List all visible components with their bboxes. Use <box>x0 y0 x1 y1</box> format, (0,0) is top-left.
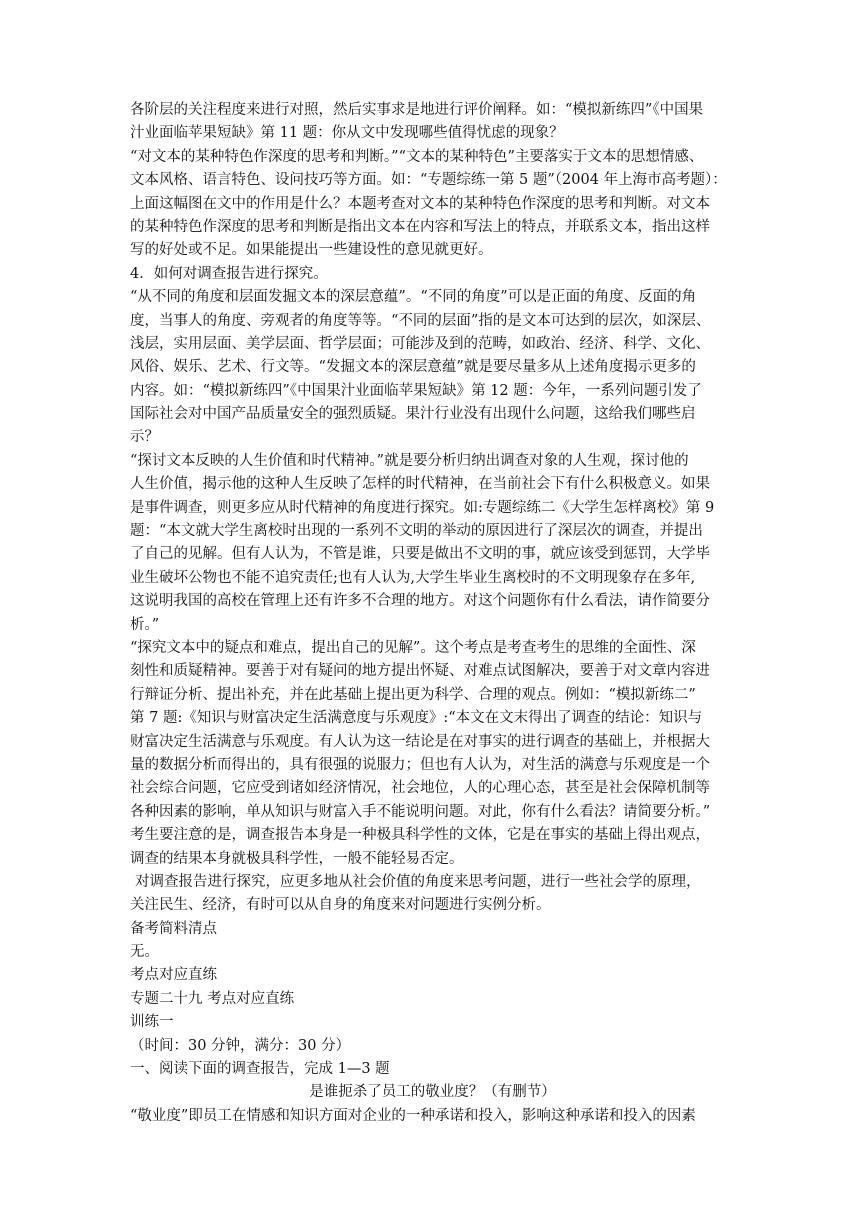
text-line: 各种因素的影响，单从知识与财富入手不能说明问题。对此，你有什么看法？请简要分析。” <box>130 803 711 820</box>
text-line: “探讨文本反映的人生价值和时代精神。”就是要分析归纳出调查对象的人生观，探讨他的 <box>130 452 689 469</box>
text-line: 了自己的见解。但有人认为，不管是谁，只要是做出不文明的事，就应该受到惩罚，大学毕 <box>130 546 710 563</box>
text-line: 社会综合问题，它应受到诸如经济情况，社会地位，人的心理心态，甚至是社会保障机制等 <box>130 780 710 797</box>
text-line: （时间：30 分钟，满分：30 分） <box>130 1037 351 1054</box>
text-line: 考点对应直练 <box>130 967 217 984</box>
text-line: 备考简料清点 <box>130 920 217 937</box>
text-line: 汁业面临苹果短缺》第 11 题：你从文中发现哪些值得忧虑的现象？ <box>130 125 564 142</box>
text-line: 各阶层的关注程度来进行对照，然后实事求是地进行评价阐释。如：“模拟新练四”《中国果 <box>130 102 704 118</box>
text-line: “从不同的角度和层面发掘文本的深层意蕴”。“不同的角度”可以是正面的角度、反面的角 <box>130 289 697 306</box>
text-line: 是事件调查，则更多应从时代精神的角度进行探究。如:专题综练二《大学生怎样离校》第 9 <box>130 499 715 516</box>
text-line: 无。 <box>130 944 159 961</box>
text-line: 度，当事人的角度、旁观者的角度等等。“不同的层面”指的是文本可达到的层次，如深层、 <box>130 312 711 329</box>
text-line: 量的数据分析而得出的，具有很强的说服力；但也有人认为，对生活的满意与乐观度是一个 <box>130 756 710 773</box>
text-line: 是谁扼杀了员工的敬业度？（有删节） <box>309 1084 556 1101</box>
text-line: 人生价值，揭示他的这种人生反映了怎样的时代精神，在当前社会下有什么积极意义。如果 <box>130 476 710 493</box>
text-line: 考生要注意的是，调查报告本身是一种极具科学性的文体，它是在事实的基础上得出观点， <box>130 827 710 844</box>
text-line: 调查的结果本身就极具科学性，一般不能轻易否定。 <box>130 850 464 867</box>
text-line: 业生破坏公物也不能不追究责任;也有人认为,大学生毕业生离校时的不文明现象存在多年, <box>130 569 696 586</box>
text-line: 专题二十九 考点对应直练 <box>130 990 295 1007</box>
text-line: “敬业度”即员工在情感和知识方面对企业的一种承诺和投入，影响这种承诺和投入的因素 <box>130 1107 696 1124</box>
text-line: 风俗、娱乐、艺术、行文等。“发掘文本的深层意蕴”就是要尽量多从上述角度揭示更多的 <box>130 359 696 376</box>
text-line: 示？ <box>130 429 159 446</box>
document-body <box>130 99 735 1128</box>
text-line: 析。” <box>130 616 160 633</box>
text-line: “探究文本中的疑点和难点，提出自己的见解”。这个考点是考查考生的思维的全面性、深 <box>130 639 696 656</box>
text-line: 第 7 题:《知识与财富决定生活满意度与乐观度》:“本文在文末得出了调查的结论：知识与 <box>130 710 703 727</box>
text-line: 写的好处或不足。如果能提出一些建设性的意见就更好。 <box>130 242 493 259</box>
text-line: 训练一 <box>130 1014 174 1031</box>
text-line: 4．如何对调查报告进行探究。 <box>130 265 328 282</box>
text-line: 上面这幅图在文中的作用是什么？本题考查对文本的某种特色作深度的思考和判断。对文本 <box>130 195 710 212</box>
text-line: 的某种特色作深度的思考和判断是指出文本在内容和写法上的特点，并联系文本，指出这样 <box>130 218 710 235</box>
text-line: 刻性和质疑精神。要善于对有疑问的地方提出怀疑、对难点试图解决，要善于对文章内容进 <box>130 663 710 680</box>
text-line: 浅层，实用层面、美学层面、哲学层面；可能涉及到的范畴，如政治、经济、科学、文化、 <box>130 335 710 352</box>
text-line: 行辩证分析、提出补充，并在此基础上提出更为科学、合理的观点。例如：“模拟新练二” <box>130 686 696 703</box>
text-line: 财富决定生活满意与乐观度。有人认为这一结论是在对事实的进行调查的基础上，并根据大 <box>130 733 710 750</box>
text-line: 这说明我国的高校在管理上还有许多不合理的地方。对这个问题你有什么看法，请作简要分 <box>130 593 710 610</box>
text-line: 内容。如：“模拟新练四”《中国果汁业面临苹果短缺》第 12 题：今年，一系列问题引发了 <box>130 382 702 399</box>
text-line: 题：“本文就大学生离校时出现的一系列不文明的举动的原因进行了深层次的调查，并提出 <box>130 523 703 540</box>
text-line: 一、阅读下面的调查报告，完成 1—3 题 <box>130 1061 390 1078</box>
text-line: “对文本的某种特色作深度的思考和判断。”“文本的某种特色”主要落实于文本的思想情感、 <box>130 148 704 165</box>
text-line: 关注民生、经济，有时可以从自身的角度来对问题进行实例分析。 <box>130 897 551 914</box>
text-line: 对调查报告进行探究，应更多地从社会价值的角度来思考问题，进行一些社会学的原理， <box>135 873 701 890</box>
text-line: 国际社会对中国产品质量安全的强烈质疑。果汁行业没有出现什么问题，这给我们哪些启 <box>130 406 696 423</box>
text-line: 文本风格、语言特色、设问技巧等方面。如：“专题综练一第 5 题”（2004 年上海市高考题）： <box>130 172 727 189</box>
